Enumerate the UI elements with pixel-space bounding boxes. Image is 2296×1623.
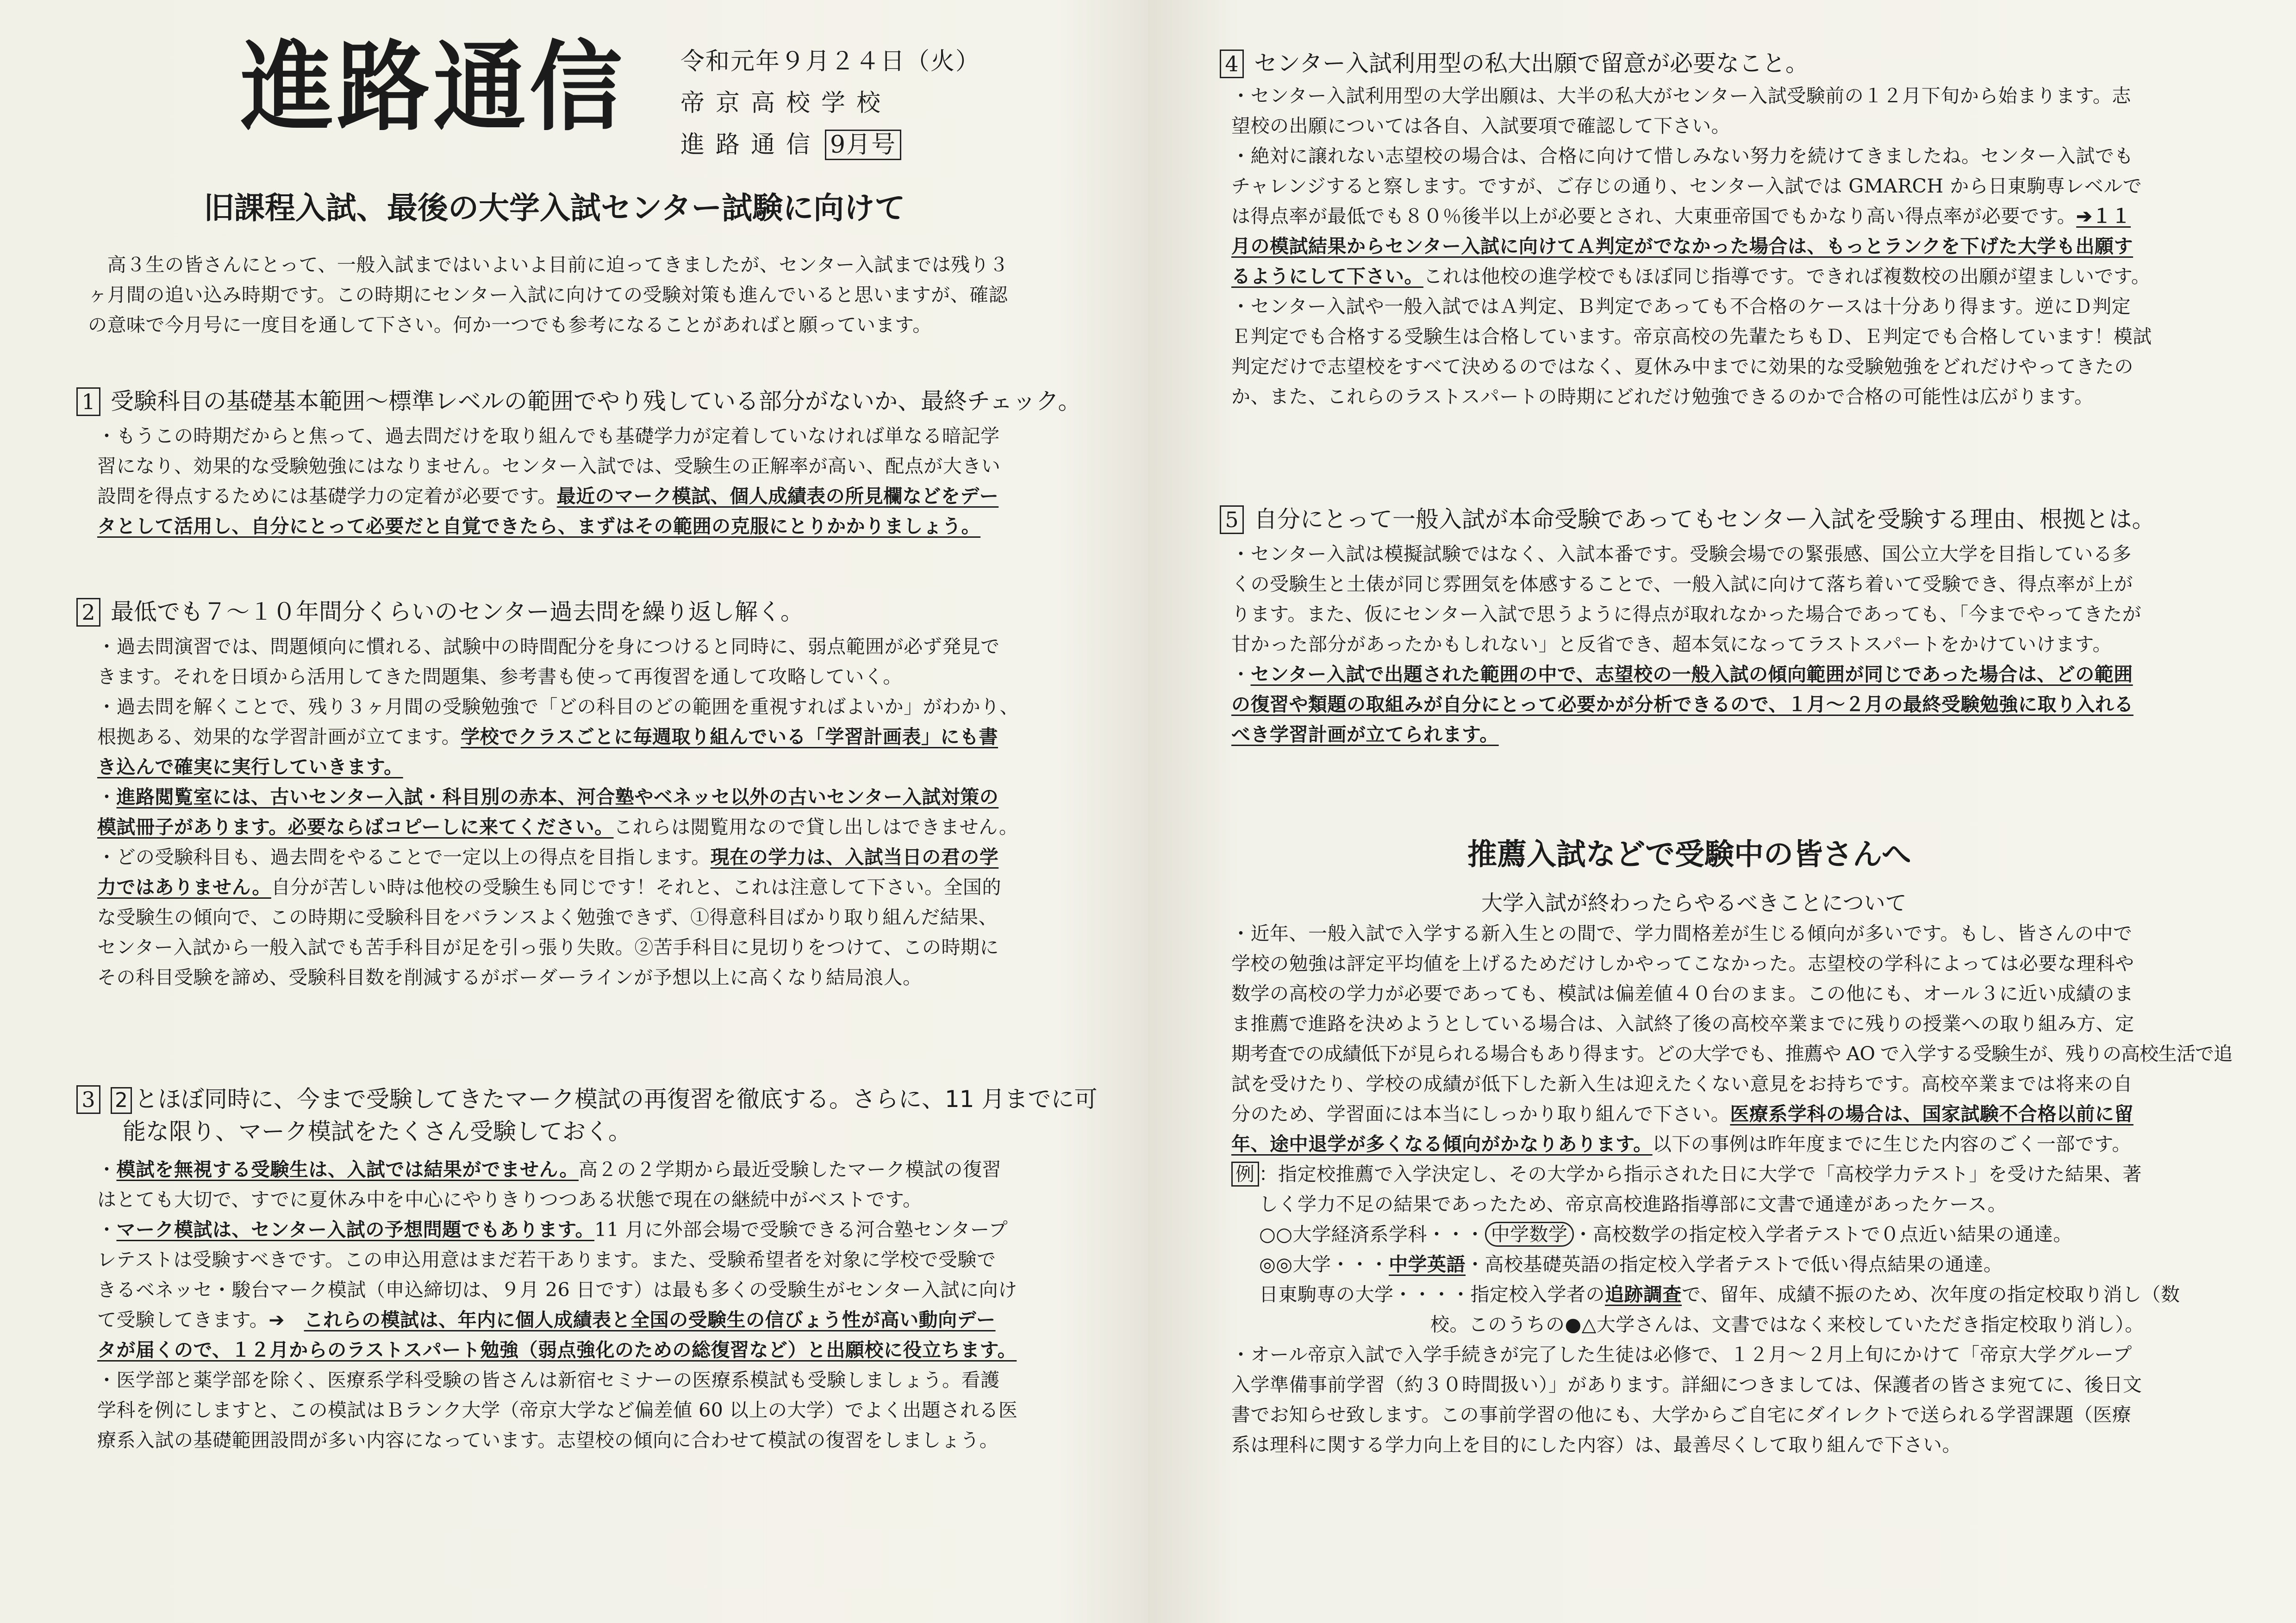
section-3-title-line [76,1083,1098,1115]
newsletter-label: 進路通信 [680,131,822,159]
example-line [1231,1159,2273,1189]
text-line: な受験生の傾向で、この時期に受験科目をバランスよく勉強できず、①得意科目ばかり取り組んだ結果、 [97,906,998,928]
section-4-number: 4 [1220,50,1244,78]
underlined-text: タが届くので、１２月からのラストスパート勉強（弱点強化のための総復習など）と出願校に役立ちます。 [97,1339,1017,1361]
section-3-title: とほぼ同時に、今まで受験してきたマーク模試の再復習を徹底する。さらに、11 月までに可 [135,1086,1098,1113]
underlined-text: るようにして下さい。 [1231,265,1423,287]
text-line [97,1335,1139,1365]
intro-line: ヶ月間の追い込み時期です。この時期にセンター入試に向けての受験対策も進んでいると思いますが、確認 [88,284,1008,306]
text-span: これらは閲覧用なので貸し出しはできません。 [613,816,1018,838]
section-4-heading [1220,49,1809,79]
text-line: 試を受けたり、学校の成績が低下した新入生は迎えたくない意見をお持ちです。高校卒業までは将来の自 [1231,1073,2133,1095]
underlined-text: 年、途中退学が多くなる傾向がかなりあります。 [1231,1133,1653,1155]
text-line: ・センター入試は模擬試験ではなく、入試本番です。受験会場での緊張感、国公立大学を目指している多 [1231,543,2132,565]
underlined-text: 模試冊子があります。必要ならばコピーしに来てください。 [97,816,614,838]
text-line [97,722,1139,752]
section-3-title-cont: 能な限り、マーク模試をたくさん受験しておく。 [123,1118,631,1145]
section-2-title: 最低でも７～１０年間分くらいのセンター過去問を繰り返し解く。 [111,598,804,625]
underlined-text: マーク模試は、センター入試の予想問題でもあります。 [116,1219,595,1241]
text-line: 判定だけで志望校をすべて決めるのではなく、夏休み中までに効果的な受験勉強をどれだけやってきたの [1231,355,2134,378]
underlined-text: き込んで確実に実行していきます。 [97,756,403,778]
text-span: 高２の２学期から最近受験したマーク模試の復習 [578,1158,1001,1181]
text-line: 系は理科に関する学力向上を目的にした内容）は、最善尽くして取り組んで下さい。 [1231,1434,1961,1456]
underlined-text: 月の模試結果からセンター入試に向けてＡ判定がでなかった場合は、もっとランクを下げた大学も出願す [1231,235,2134,257]
section-2-heading [76,597,804,627]
underlined-text: 最近のマーク模試、個人成績表の所見欄などをデー [556,485,999,507]
example-line: しく学力不足の結果であったため、帝京高校進路指導部に文書で通達があったケース。 [1259,1193,2007,1215]
intro-paragraph [88,250,1129,340]
text-line [1231,659,2273,690]
text-line: レテストは受験すべきです。この申込用意はまだ若干あります。また、受験希望者を対象に学校で受験で [97,1249,996,1271]
recommendation-subheading: 大学入試が終わったらやるべきことについて [1481,890,1907,915]
text-line [1231,261,2273,292]
underlined-text: 進路閲覧室には、古いセンター入試・科目別の赤本、河合塾やベネッセ以外の古いセンター入試対策の [116,786,999,808]
text-line: 期考査での成績低下が見られる場合もあり得ます。どの大学でも、推薦や AO で入学する受験生が、残りの高校生活で追 [1231,1043,2233,1065]
main-headline: 旧課程入試、最後の大学入試センター試験に向けて [204,190,905,226]
section-1-number: 1 [76,387,100,416]
text-line: きるベネッセ・駿台マーク模試（申込締切は、９月 26 日です）は最も多くの受験生がセンター入試に向け [97,1279,1017,1301]
underlined-text: 模試を無視する受験生は、入試では結果がでません。 [116,1158,579,1181]
text-line: 学科を例にしますと、この模試はＢランク大学（帝京大学など偏差値 60 以上の大学）でよく出題される医 [97,1399,1018,1421]
text-line [1231,201,2273,231]
text-span: ○○大学経済系学科・・・ [1259,1223,1485,1245]
text-span: は得点率が最低でも８０％後半以上が必要とされ、大東亜帝国でもかなり高い得点率が必要です。 [1231,205,2077,227]
text-line: ま推薦で進路を決めようとしている場合は、入試終了後の高校卒業までに残りの授業への取り組み方、定 [1231,1013,2134,1035]
text-span: で、留年、成績不振のため、次年度の指定校取り消し（数 [1682,1283,2180,1306]
school-name: 帝京高校学校 [680,89,892,117]
underlined-text: タとして活用し、自分にとって必要だと自覚できたら、まずはその範囲の克服にとりかかりましょう。 [97,515,981,537]
issue-badge: 9月号 [825,130,901,160]
underlined-text: 力ではありません。 [97,876,271,898]
section-3-title-line [76,1115,1098,1148]
text-span: 以下の事例は昨年度までに生じた内容のごく一部です。 [1652,1133,2131,1155]
text-line [97,1155,1139,1185]
date-block [680,41,980,166]
section-5-heading [1220,504,2155,535]
issue-date: 令和元年９月２４日（火） [680,48,981,75]
section-2-number: 2 [76,598,100,627]
text-span: 分のため、学習面には本当にしっかり取り組んで下さい。 [1231,1103,1730,1125]
text-line [1231,1129,2273,1159]
example-line [1231,1219,2273,1250]
text-line [97,812,1139,842]
text-line: ・近年、一般入試で入学する新入生との間で、学力間格差が生じる傾向が多いです。もし、皆さんの中で [1231,922,2133,945]
text-line: ります。また、仮にセンター入試で思うように得点が取れなかった場合であっても、「今までやってきたが [1231,603,2142,625]
text-span: ・ [97,786,117,808]
example-line [1231,1250,2273,1280]
text-span: ・高校数学の指定校入学者テストで０点近い結果の通達。 [1573,1223,2072,1245]
text-line: くの受験生と土俵が同じ雰囲気を体感することで、一般入試に向けて落ち着いて受験でき、得点率が上が [1231,573,2134,595]
text-line [97,511,1139,541]
text-line [97,1215,1139,1245]
text-line [97,872,1139,902]
underlined-text: 医療系学科の場合は、国家試験不合格以前に留 [1730,1103,2134,1125]
example-label: 例 [1231,1162,1259,1187]
underlined-text: これらの模試は、年内に個人成績表と全国の受験生の信びょう性が高い動向デー [304,1309,996,1331]
text-line: ・もうこの時期だからと焦って、過去問だけを取り組んでも基礎学力が定着していなければ単なる暗記学 [97,425,1000,447]
text-line: 学校の勉強は評定平均値を上げるためだけしかやってこなかった。志望校の学科によっては必要な理科や [1231,952,2134,975]
underlined-text: 学校でクラスごとに毎週取り組んでいる「学習計画表」にも書 [461,726,998,748]
underlined-text: ➔１１ [2076,205,2131,227]
text-span: ：指定校推薦で入学決定し、その大学から指示された日に大学で「高校学力テスト」を受けた結果、著 [1259,1163,2142,1185]
text-line: はとても大切で、すでに夏休み中を中心にやりきりつつある状態で現在の継続中がベストです。 [97,1188,922,1211]
underlined-text: 現在の学力は、入試当日の君の学 [710,846,999,868]
circled-text: 中学数学 [1485,1222,1574,1247]
text-line: 療系入試の基礎範囲設問が多い内容になっています。志望校の傾向に合わせて模試の復習をしましょう。 [97,1429,999,1451]
text-span: ◎◎大学・・・ [1259,1253,1389,1275]
text-span: ・ [1231,663,1251,685]
text-line: ・センター入試や一般入試ではＡ判定、Ｂ判定であっても不合格のケースは十分あり得ます。逆にＤ判定 [1231,295,2131,317]
intro-line: の意味で今月号に一度目を通して下さい。何か一つでも参考になることがあればと願っています。 [88,314,932,336]
section-3-heading [76,1083,1098,1148]
text-line [1231,1099,2273,1129]
section-5-number: 5 [1220,505,1244,534]
text-line: ・過去問を解くことで、残り３ヶ月間の受験勉強で「どの科目のどの範囲を重視すればよいか」がわかり、 [97,696,1019,718]
text-line: 書でお知らせ致します。この事前学習の他にも、大学からご自宅にダイレクトで送られる学習課題（医療 [1231,1404,2132,1426]
section-4-title: センター入試利用型の私大出願で留意が必要なこと。 [1254,50,1809,77]
section-4-body [1231,81,2273,412]
text-span: ・どの受験科目も、過去問をやることで一定以上の得点を目指します。 [97,846,711,868]
masthead-title: 進路通信 [241,31,626,144]
section-3-body [97,1155,1139,1455]
text-span: ・ [97,1158,117,1181]
recommendation-heading: 推薦入試などで受験中の皆さんへ [1467,838,1911,872]
underlined-text: の復習や類題の取組みが自分にとって必要かが分析できるので、１月～２月の最終受験勉強に取り入れる [1231,693,2134,715]
newsletter-line [680,124,980,166]
text-line [97,782,1139,812]
underlined-text: 中学英語 [1389,1253,1466,1275]
text-line: センター入試から一般入試でも苦手科目が足を引っ張り失敗。②苦手科目に見切りをつけて、この時期に [97,936,999,958]
section-2-body [97,632,1139,993]
text-line: か、また、これらのラストスパートの時期にどれだけ勉強できるのかで合格の可能性は広がります。 [1231,386,2094,408]
text-line: ・医学部と薬学部を除く、医療系学科受験の皆さんは新宿セミナーの医療系模試も受験しましょう。看護 [97,1369,1000,1391]
section-1-body [97,421,1139,541]
section-1-title: 受験科目の基礎基本範囲～標準レベルの範囲でやり残している部分がないか、最終チェック。 [111,388,1081,415]
text-span: 11 月に外部会場で受験できる河合塾センタープ [594,1219,1008,1241]
text-span: 日東駒専の大学・・・・指定校入学者の [1259,1283,1605,1306]
text-line [97,481,1139,511]
text-line: ・過去問演習では、問題傾向に慣れる、試験中の時間配分を身につけると同時に、弱点範囲が必ず発見で [97,635,1000,658]
text-span: これは他校の進学校でもほぼ同じ指導です。できれば複数校の出願が望ましいです。 [1423,265,2151,287]
text-line [1231,720,2273,750]
text-line: ・絶対に譲れない志望校の場合は、合格に向けて惜しみない努力を続けてきましたね。センター入試でも [1231,145,2134,167]
text-line: 望校の出願については各自、入試要項で確認して下さい。 [1231,115,1731,137]
text-line: Ｅ判定でも合格する受験生は合格しています。帝京高校の先輩たちもＤ、Ｅ判定でも合格しています！模試 [1231,325,2152,348]
text-line [1231,690,2273,720]
text-line [97,752,1139,782]
text-line [1231,231,2273,261]
text-line: ・オール帝京入試で入学手続きが完了した生徒は必修で、１２月～２月上旬にかけて「帝京大学グループ [1231,1343,2132,1366]
text-span: ・ [97,1219,117,1241]
section-3-number: 3 [76,1085,100,1114]
text-line: きます。それを日頃から活用してきた問題集、参考書も使って再復習を通して攻略していく。 [97,665,902,688]
text-line: チャレンジすると察します。ですが、ご存じの通り、センター入試では GMARCH から日東駒専レベルで [1231,175,2142,197]
text-line: その科目受験を諦め、受験科目数を削減するがボーダーラインが予想以上に高くなり結局浪人。 [97,966,922,989]
example-line [1231,1280,2273,1310]
text-span: ・高校基礎英語の指定校入学者テストで低い得点結果の通達。 [1466,1253,2003,1275]
text-span: 設問を得点するためには基礎学力の定着が必要です。 [97,485,557,507]
text-line [97,1305,1139,1335]
underlined-text: べき学習計画が立てられます。 [1231,723,1499,746]
underlined-text: 追跡調査 [1605,1283,1682,1306]
example-line: 校。このうちの●△大学さんは、文書ではなく来校していただき指定校取り消し）。 [1430,1313,2144,1336]
section-1-heading [76,386,1081,417]
section-3-ref-number: 2 [111,1087,132,1114]
underlined-text: センター入試で出題された範囲の中で、志望校の一般入試の傾向範囲が同じであった場合は、どの範囲 [1250,663,2133,685]
text-span: 根拠ある、効果的な学習計画が立てます。 [97,726,461,748]
intro-line: 高３生の皆さんにとって、一般入試まではいよいよ目前に迫ってきましたが、センター入試までは残り３ [88,254,1009,276]
text-line: 数学の高校の学力が必要であっても、模試は偏差値４０台のまま。この他にも、オール３に近い成績のま [1231,983,2134,1005]
section-5-title: 自分にとって一般入試が本命受験であってもセンター入試を受験する理由、根拠とは。 [1254,506,2155,533]
text-line: 甘かった部分があったかもしれない」と反省でき、超本気になってラストスパートをかけていけます。 [1231,633,2112,655]
right-page [1148,0,2296,1623]
text-line: 習になり、効果的な受験勉強にはなりません。センター入試では、受験生の正解率が高い、配点が大きい [97,455,1001,477]
text-line [97,842,1139,872]
text-span: て受験してきます。➔ [97,1309,304,1331]
section-5-body [1231,539,2273,750]
text-line: ・センター入試利用型の大学出願は、大半の私大がセンター入試受験前の１２月下旬から始まります。志 [1231,85,2131,107]
text-span: 自分が苦しい時は他校の受験生も同じです！それと、これは注意して下さい。全国的 [271,876,1001,898]
recommendation-body [1231,919,2273,1460]
text-line: 入学準備事前学習（約３０時間扱い）」があります。詳細につきましては、保護者の皆さま宛てに、後日文 [1231,1374,2142,1396]
